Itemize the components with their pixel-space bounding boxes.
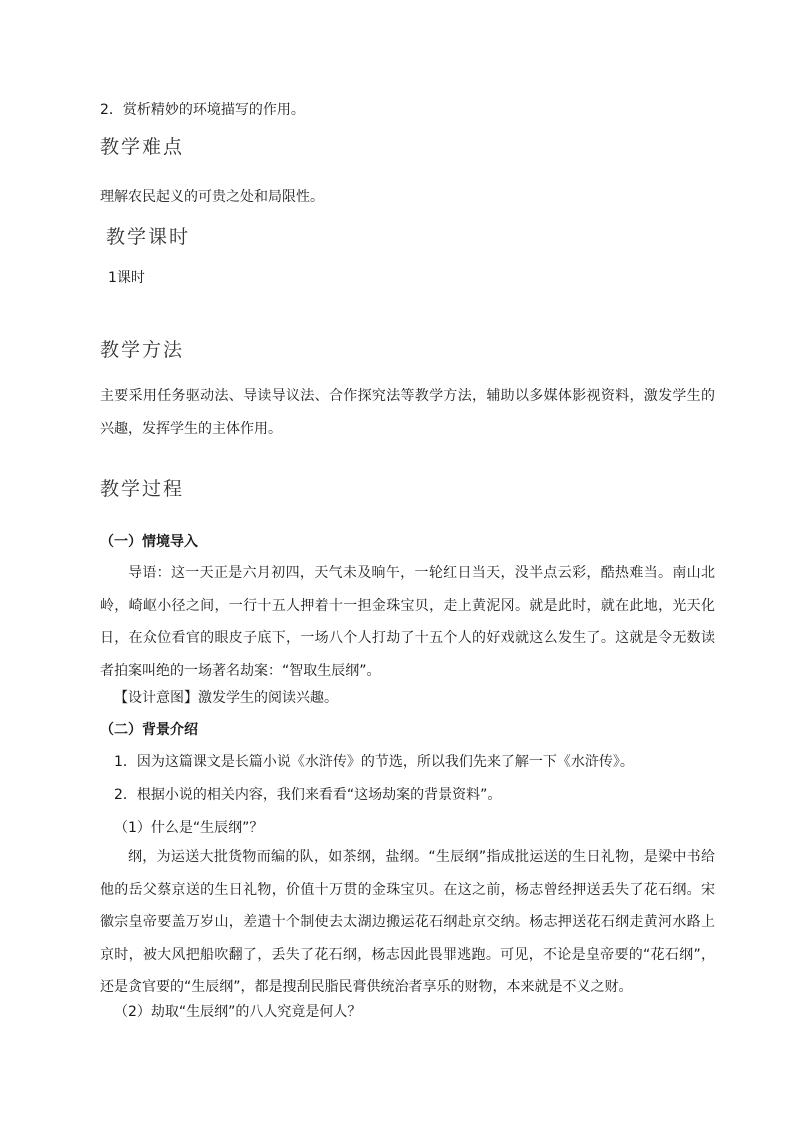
design-intent: 【设计意图】激发学生的阅读兴趣。 bbox=[114, 690, 338, 706]
section-title-situation-intro: （一）情境导入 bbox=[100, 534, 198, 550]
heading-teaching-methods: 教学方法 bbox=[100, 339, 185, 361]
question-2: （2）劫取“生辰纲”的八人究竟是何人？ bbox=[114, 1004, 362, 1020]
section-title-background: （二）背景介绍 bbox=[100, 722, 198, 738]
methods-paragraph: 主要采用任务驱动法、导读导议法、合作探究法等教学方法，辅助以多媒体影视资料，激发学生的兴趣，发挥学生的主体作用。 bbox=[100, 388, 715, 437]
heading-teaching-process: 教学过程 bbox=[100, 478, 185, 500]
hours-text: 1课时 bbox=[108, 270, 145, 286]
background-item-1: 1．因为这篇课文是长篇小说《水浒传》的节选，所以我们先来了解一下《水浒传》。 bbox=[114, 754, 634, 770]
heading-teaching-difficulty: 教学难点 bbox=[100, 136, 185, 158]
heading-teaching-hours: 教学课时 bbox=[106, 226, 191, 248]
difficulty-text: 理解农民起义的可贵之处和局限性。 bbox=[100, 189, 324, 205]
objective-item-2: 2．赏析精妙的环境描写的作用。 bbox=[100, 102, 305, 118]
intro-paragraph: 导语：这一天正是六月初四，天气未及晌午，一轮红日当天，没半点云彩，酷热难当。南山北岭，崎岖小径之间，一行十五人押着十一担金珠宝贝，走上黄泥冈。就是此时，就在此地，光天化日，在众位看官的眼皮子底下，一场八个人打劫了十五个人的好戏就这么发生了。这就是令无数读者拍案叫绝的一场著名劫案：“智取生辰纲”。 bbox=[100, 565, 715, 679]
answer-1-paragraph: 纲，为运送大批货物而编的队，如茶纲，盐纲。“生辰纲”指成批运送的生日礼物，是梁中书给他的岳父蔡京送的生日礼物，价值十万贯的金珠宝贝。在这之前，杨志曾经押送丢失了花石纲。宋徽宗皇帝要盖万岁山，差遣十个制使去太湖边搬运花石纲赴京交纳。杨志押送花石纲走黄河水路上京时，被大风把船吹翻了，丢失了花石纲，杨志因此畏罪逃跑。可见，不论是皇帝要的“花石纲”，还是贪官要的“生辰纲”，都是搜刮民脂民膏供统治者享乐的财物，本来就是不义之财。 bbox=[100, 849, 715, 996]
background-item-2: 2．根据小说的相关内容，我们来看看“这场劫案的背景资料”。 bbox=[114, 787, 502, 803]
question-1: （1）什么是“生辰纲”？ bbox=[114, 820, 264, 836]
